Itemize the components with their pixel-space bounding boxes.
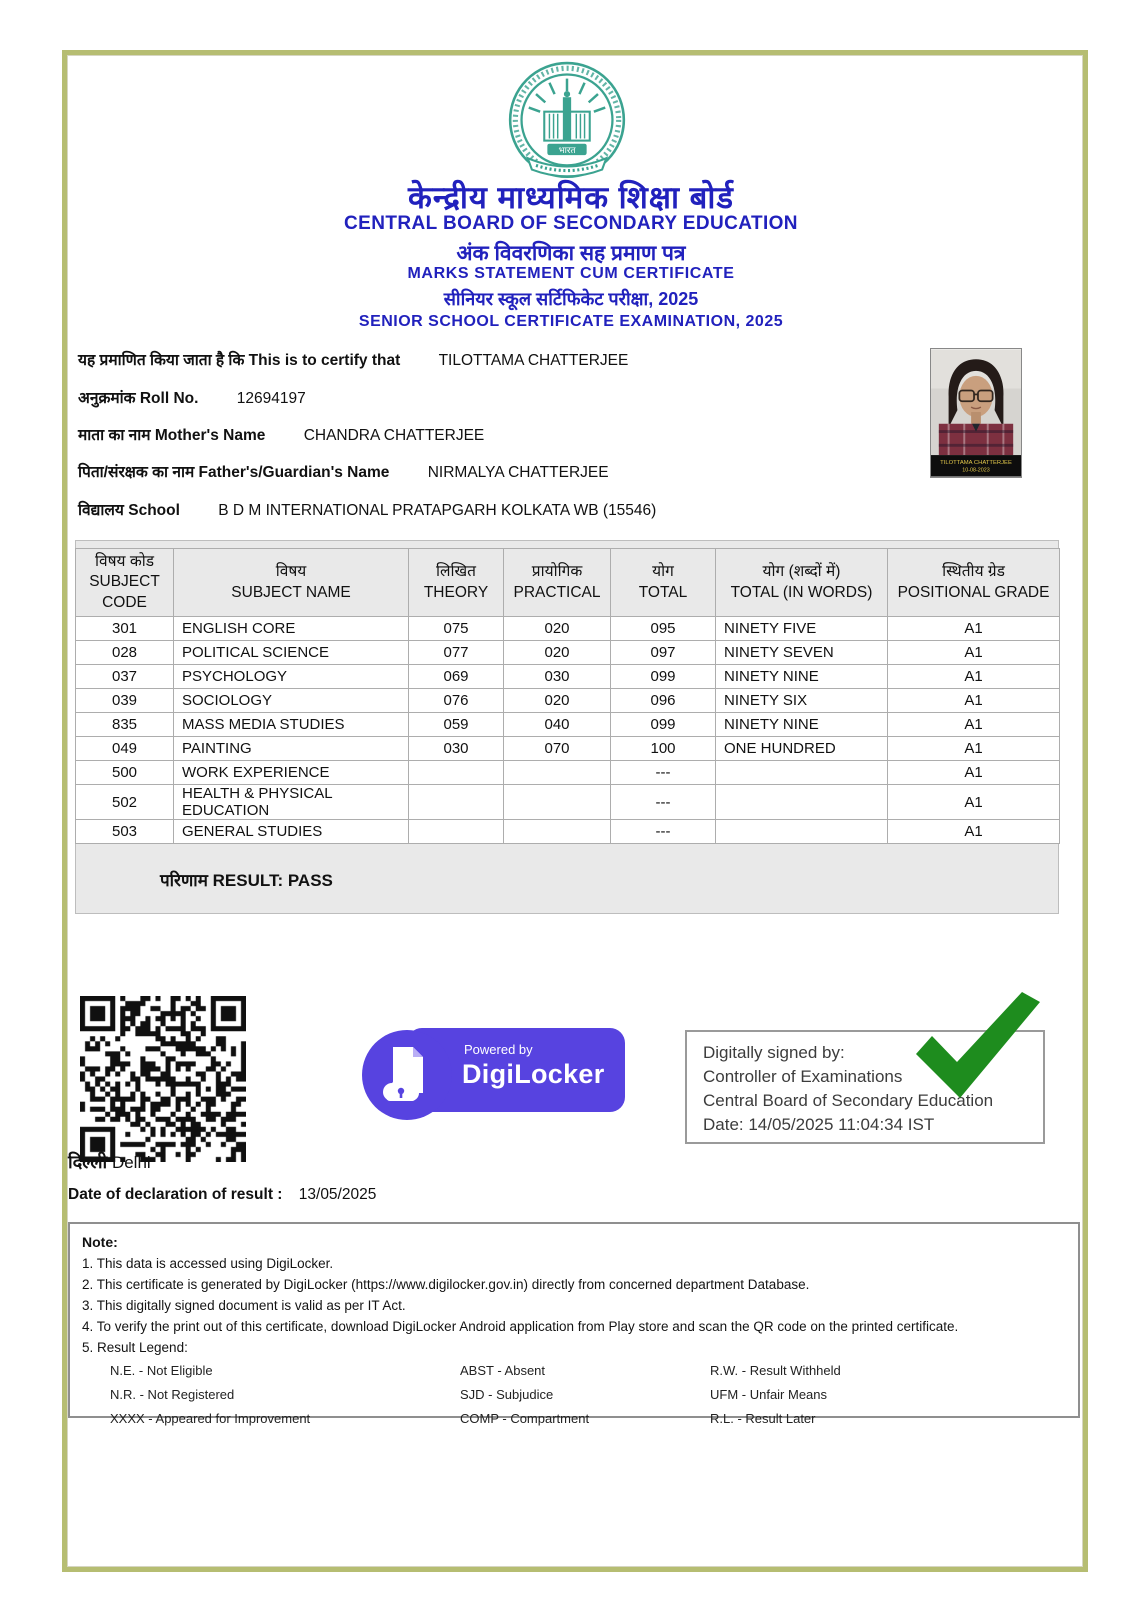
table-row [76, 617, 1060, 641]
legend-entry: COMP - Compartment [460, 1411, 590, 1426]
result-line [160, 868, 333, 891]
school-row [78, 498, 656, 520]
legend-entry: N.E. - Not Eligible [110, 1363, 213, 1378]
legend-entry: XXXX - Appeared for Improvement [110, 1411, 311, 1426]
declaration-line [68, 1186, 376, 1204]
signature-line-4: Date: 14/05/2025 11:04:34 IST [703, 1115, 935, 1134]
cell-total: 096 [611, 689, 716, 713]
cell-grade: A1 [888, 761, 1060, 785]
father-label-hi: पिता/संरक्षक का नाम [78, 464, 195, 481]
board-title-hindi: केन्द्रीय माध्यमिक शिक्षा बोर्ड [408, 180, 734, 215]
cell-name: WORK EXPERIENCE [174, 761, 409, 785]
result-label-hi: परिणाम [160, 871, 208, 890]
cell-theory [409, 761, 504, 785]
cell-words [716, 761, 888, 785]
table-row [76, 761, 1060, 785]
cell-total: 100 [611, 737, 716, 761]
candidate-photo [930, 348, 1022, 478]
cell-name: POLITICAL SCIENCE [174, 641, 409, 665]
note-item: 5. Result Legend: [82, 1340, 188, 1355]
cell-total: 099 [611, 665, 716, 689]
logo-bharat-text: भारत [558, 145, 576, 155]
cell-grade: A1 [888, 785, 1060, 820]
table-row [76, 641, 1060, 665]
column-header-hi: स्थितीय ग्रेड [942, 563, 1005, 581]
cell-total: --- [611, 785, 716, 820]
cell-grade: A1 [888, 617, 1060, 641]
cell-name: HEALTH & PHYSICAL EDUCATION [174, 785, 409, 820]
cell-grade: A1 [888, 737, 1060, 761]
column-header-hi: विषय [275, 563, 307, 581]
cell-code: 049 [76, 737, 174, 761]
cell-grade: A1 [888, 641, 1060, 665]
note-item: 3. This digitally signed document is valid as per IT Act. [82, 1298, 406, 1313]
certify-label-hi: यह प्रमाणित किया जाता है कि [78, 352, 245, 369]
cell-grade: A1 [888, 689, 1060, 713]
note-title: Note: [82, 1234, 118, 1250]
table-row [76, 820, 1060, 844]
note-item: 2. This certificate is generated by DigiLocker (https://www.digilocker.gov.in) directly from concerned department Database. [82, 1277, 810, 1292]
cell-code: 835 [76, 713, 174, 737]
column-header-en: PRACTICAL [513, 583, 601, 601]
signature-line-2: Controller of Examinations [703, 1067, 903, 1086]
photo-caption-name: TILOTTAMA CHATTERJEE [940, 459, 1012, 466]
legend-entry: ABST - Absent [460, 1363, 546, 1378]
cell-theory [409, 785, 504, 820]
cell-practical: 070 [504, 737, 611, 761]
cell-theory: 075 [409, 617, 504, 641]
cell-theory: 077 [409, 641, 504, 665]
signature-checkmark-icon [908, 990, 1046, 1102]
marks-table [75, 548, 1060, 844]
column-header [611, 549, 716, 617]
cell-words: NINETY SIX [716, 689, 888, 713]
cell-code: 028 [76, 641, 174, 665]
cell-theory: 030 [409, 737, 504, 761]
declaration-label: Date of declaration of result : [68, 1186, 283, 1203]
cell-practical [504, 820, 611, 844]
table-row [76, 737, 1060, 761]
column-header [888, 549, 1060, 617]
note-box [68, 1222, 1080, 1426]
roll-label-hi: अनुक्रमांक [78, 390, 136, 407]
cell-name: PAINTING [174, 737, 409, 761]
cell-name: ENGLISH CORE [174, 617, 409, 641]
column-header-en: TOTAL (IN WORDS) [730, 583, 873, 601]
mother-label-en: Mother's Name [154, 427, 266, 444]
column-header [174, 549, 409, 617]
table-row [76, 713, 1060, 737]
cell-practical [504, 761, 611, 785]
column-header-en: POSITIONAL GRADE [897, 583, 1050, 601]
place-line [68, 1150, 151, 1174]
column-header [504, 549, 611, 617]
cell-grade: A1 [888, 665, 1060, 689]
signature-line-3: Central Board of Secondary Education [703, 1091, 994, 1110]
column-header-hi: प्रायोगिक [531, 563, 583, 581]
table-row [76, 689, 1060, 713]
cell-grade: A1 [888, 820, 1060, 844]
column-header-en: TOTAL [638, 583, 688, 601]
father-row [78, 460, 609, 482]
signature-line-1: Digitally signed by: [703, 1043, 845, 1062]
cell-practical: 020 [504, 689, 611, 713]
cell-practical: 030 [504, 665, 611, 689]
certify-row [78, 348, 628, 370]
cell-practical: 040 [504, 713, 611, 737]
cell-total: --- [611, 820, 716, 844]
digilocker-badge [352, 1016, 630, 1122]
father-label-en: Father's/Guardian's Name [198, 464, 390, 481]
cell-theory [409, 820, 504, 844]
school-name: B D M INTERNATIONAL PRATAPGARH KOLKATA WB (15546) [218, 502, 657, 519]
column-header [409, 549, 504, 617]
mother-row [78, 423, 484, 445]
cell-code: 502 [76, 785, 174, 820]
digilocker-name: DigiLocker [462, 1059, 605, 1089]
digilocker-logo-icon [362, 1030, 452, 1120]
cell-words: NINETY FIVE [716, 617, 888, 641]
mother-label-hi: माता का नाम [78, 427, 151, 444]
cell-total: 097 [611, 641, 716, 665]
cell-words [716, 820, 888, 844]
column-header [716, 549, 888, 617]
cell-practical [504, 785, 611, 820]
legend-entry: SJD - Subjudice [460, 1387, 554, 1402]
exam-title-english: SENIOR SCHOOL CERTIFICATE EXAMINATION, 2025 [358, 313, 784, 330]
candidate-name: TILOTTAMA CHATTERJEE [438, 352, 629, 369]
cell-total: 099 [611, 713, 716, 737]
cbse-logo-icon [505, 60, 629, 184]
cell-words [716, 785, 888, 820]
table-row [76, 785, 1060, 820]
column-header-hi: योग [652, 563, 674, 581]
legend-entry: R.W. - Result Withheld [710, 1363, 841, 1378]
school-label-en: School [128, 502, 180, 519]
cell-code: 037 [76, 665, 174, 689]
photo-caption-date: 10-08-2023 [962, 467, 990, 474]
legend-entry: N.R. - Not Registered [110, 1387, 235, 1402]
cell-theory: 059 [409, 713, 504, 737]
table-header-row [76, 549, 1060, 617]
cell-name: PSYCHOLOGY [174, 665, 409, 689]
roll-row [78, 386, 306, 408]
cell-practical: 020 [504, 641, 611, 665]
place-english: Delhi [111, 1153, 151, 1172]
cell-theory: 069 [409, 665, 504, 689]
cell-name: GENERAL STUDIES [174, 820, 409, 844]
doc-subtitle-english: MARKS STATEMENT CUM CERTIFICATE [407, 265, 735, 282]
column-header-en: SUBJECT CODE [89, 573, 160, 611]
qr-code [80, 996, 246, 1162]
digilocker-powered-by: Powered by [464, 1042, 533, 1057]
result-value: RESULT: PASS [212, 871, 333, 890]
note-item: 4. To verify the print out of this certificate, download DigiLocker Android application from Play store and scan the QR code on the printed certificate. [82, 1319, 959, 1334]
column-header [76, 549, 174, 617]
cell-name: SOCIOLOGY [174, 689, 409, 713]
roll-label-en: Roll No. [139, 390, 199, 407]
cell-words: ONE HUNDRED [716, 737, 888, 761]
certify-label-en: This is to certify that [248, 352, 401, 369]
legend-entry: R.L. - Result Later [710, 1411, 816, 1426]
mother-name: CHANDRA CHATTERJEE [303, 427, 485, 444]
cell-name: MASS MEDIA STUDIES [174, 713, 409, 737]
legend-entry: UFM - Unfair Means [710, 1387, 828, 1402]
cell-words: NINETY SEVEN [716, 641, 888, 665]
cell-code: 039 [76, 689, 174, 713]
cell-total: --- [611, 761, 716, 785]
roll-number: 12694197 [236, 390, 306, 407]
column-header-hi: योग (शब्दों में) [762, 563, 841, 581]
cell-words: NINETY NINE [716, 665, 888, 689]
cell-words: NINETY NINE [716, 713, 888, 737]
column-header-hi: विषय कोड [94, 553, 155, 571]
school-label-hi: विद्यालय [78, 502, 124, 519]
result-legend [110, 1360, 1066, 1429]
cell-theory: 076 [409, 689, 504, 713]
declaration-date: 13/05/2025 [298, 1186, 377, 1203]
table-row [76, 665, 1060, 689]
cell-grade: A1 [888, 713, 1060, 737]
exam-title-hindi: सीनियर स्कूल सर्टिफिकेट परीक्षा, 2025 [443, 289, 699, 309]
cell-practical: 020 [504, 617, 611, 641]
column-header-hi: लिखित [435, 563, 477, 581]
cell-total: 095 [611, 617, 716, 641]
note-item: 1. This data is accessed using DigiLocker. [82, 1256, 334, 1271]
column-header-en: SUBJECT NAME [231, 583, 351, 601]
father-name: NIRMALYA CHATTERJEE [427, 464, 609, 481]
cell-code: 503 [76, 820, 174, 844]
doc-subtitle-hindi: अंक विवरणिका सह प्रमाण पत्र [456, 242, 686, 265]
place-hindi: दिल्ली [68, 1152, 108, 1172]
board-title-english: CENTRAL BOARD OF SECONDARY EDUCATION [344, 213, 798, 234]
cell-code: 500 [76, 761, 174, 785]
column-header-en: THEORY [423, 583, 489, 601]
cell-code: 301 [76, 617, 174, 641]
